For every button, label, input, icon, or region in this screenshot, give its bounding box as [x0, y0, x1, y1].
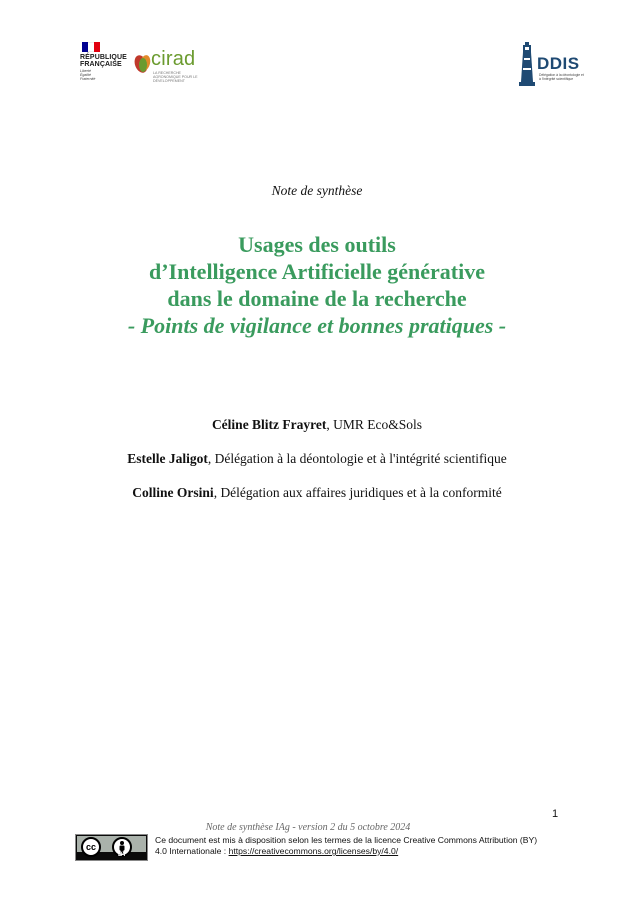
authors-list: [0, 416, 634, 518]
french-flag-icon: [82, 42, 100, 52]
page-number: 1: [552, 808, 559, 820]
author-name: Céline Blitz Frayret: [211, 417, 327, 432]
rf-title-line-1: RÉPUBLIQUE: [80, 54, 127, 61]
ddis-subtitle: Délégation à la déontologie et à l'intégrité scientifique: [539, 73, 584, 81]
ddis-wordmark: DDIS: [537, 54, 580, 73]
license-text: Ce document est mis à disposition selon les termes de la licence Creative Commons Attribution (BY) 4.0 Internationale :: [155, 835, 538, 856]
cc-by-label: BY: [118, 852, 127, 858]
author-name: Estelle Jaligot: [127, 451, 208, 466]
rf-motto-line-3: Fraternité: [80, 77, 96, 82]
republique-francaise-logo: [80, 42, 132, 86]
cirad-wordmark: cirad: [151, 48, 196, 70]
cirad-tagline: LA RECHERCHE AGRONOMIQUE POUR LE DÉVELOPPEMENT: [153, 71, 198, 84]
author-entry: [0, 450, 634, 484]
author-affiliation: , Délégation aux affaires juridiques et à la conformité: [213, 485, 502, 500]
lighthouse-icon: [519, 42, 535, 86]
creative-commons-icon: cc: [81, 837, 101, 857]
cirad-leaf-icon: [133, 52, 153, 74]
footer-version: Note de synthèse IAg - version 2 du 5 octobre 2024: [205, 822, 411, 833]
cc-by-license-badge[interactable]: [75, 834, 148, 861]
rf-title-line-2: FRANÇAISE: [80, 61, 122, 68]
license-notice: [155, 835, 545, 857]
title-line-3: dans le domaine de la recherche: [167, 286, 467, 311]
author-affiliation: , UMR Eco&Sols: [326, 417, 423, 432]
cirad-logo: [133, 50, 211, 82]
author-entry: [0, 484, 634, 518]
document-title: [0, 231, 634, 339]
rf-motto-line-2: Égalité: [80, 73, 91, 78]
ddis-logo: [519, 42, 585, 86]
title-line-1: Usages des outils: [238, 232, 396, 257]
author-name: Colline Orsini: [132, 485, 214, 500]
rf-motto-line-1: Liberté: [80, 69, 91, 73]
author-affiliation: , Délégation à la déontologie et à l'intégrité scientifique: [207, 451, 507, 466]
license-link[interactable]: https://creativecommons.org/licenses/by/4.0/: [228, 846, 399, 856]
author-entry: [0, 416, 634, 450]
title-line-2: d’Intelligence Artificielle générative: [149, 259, 485, 284]
doc-type-label: Note de synthèse: [271, 183, 363, 198]
title-subtitle: - Points de vigilance et bonnes pratiques -: [127, 313, 507, 338]
